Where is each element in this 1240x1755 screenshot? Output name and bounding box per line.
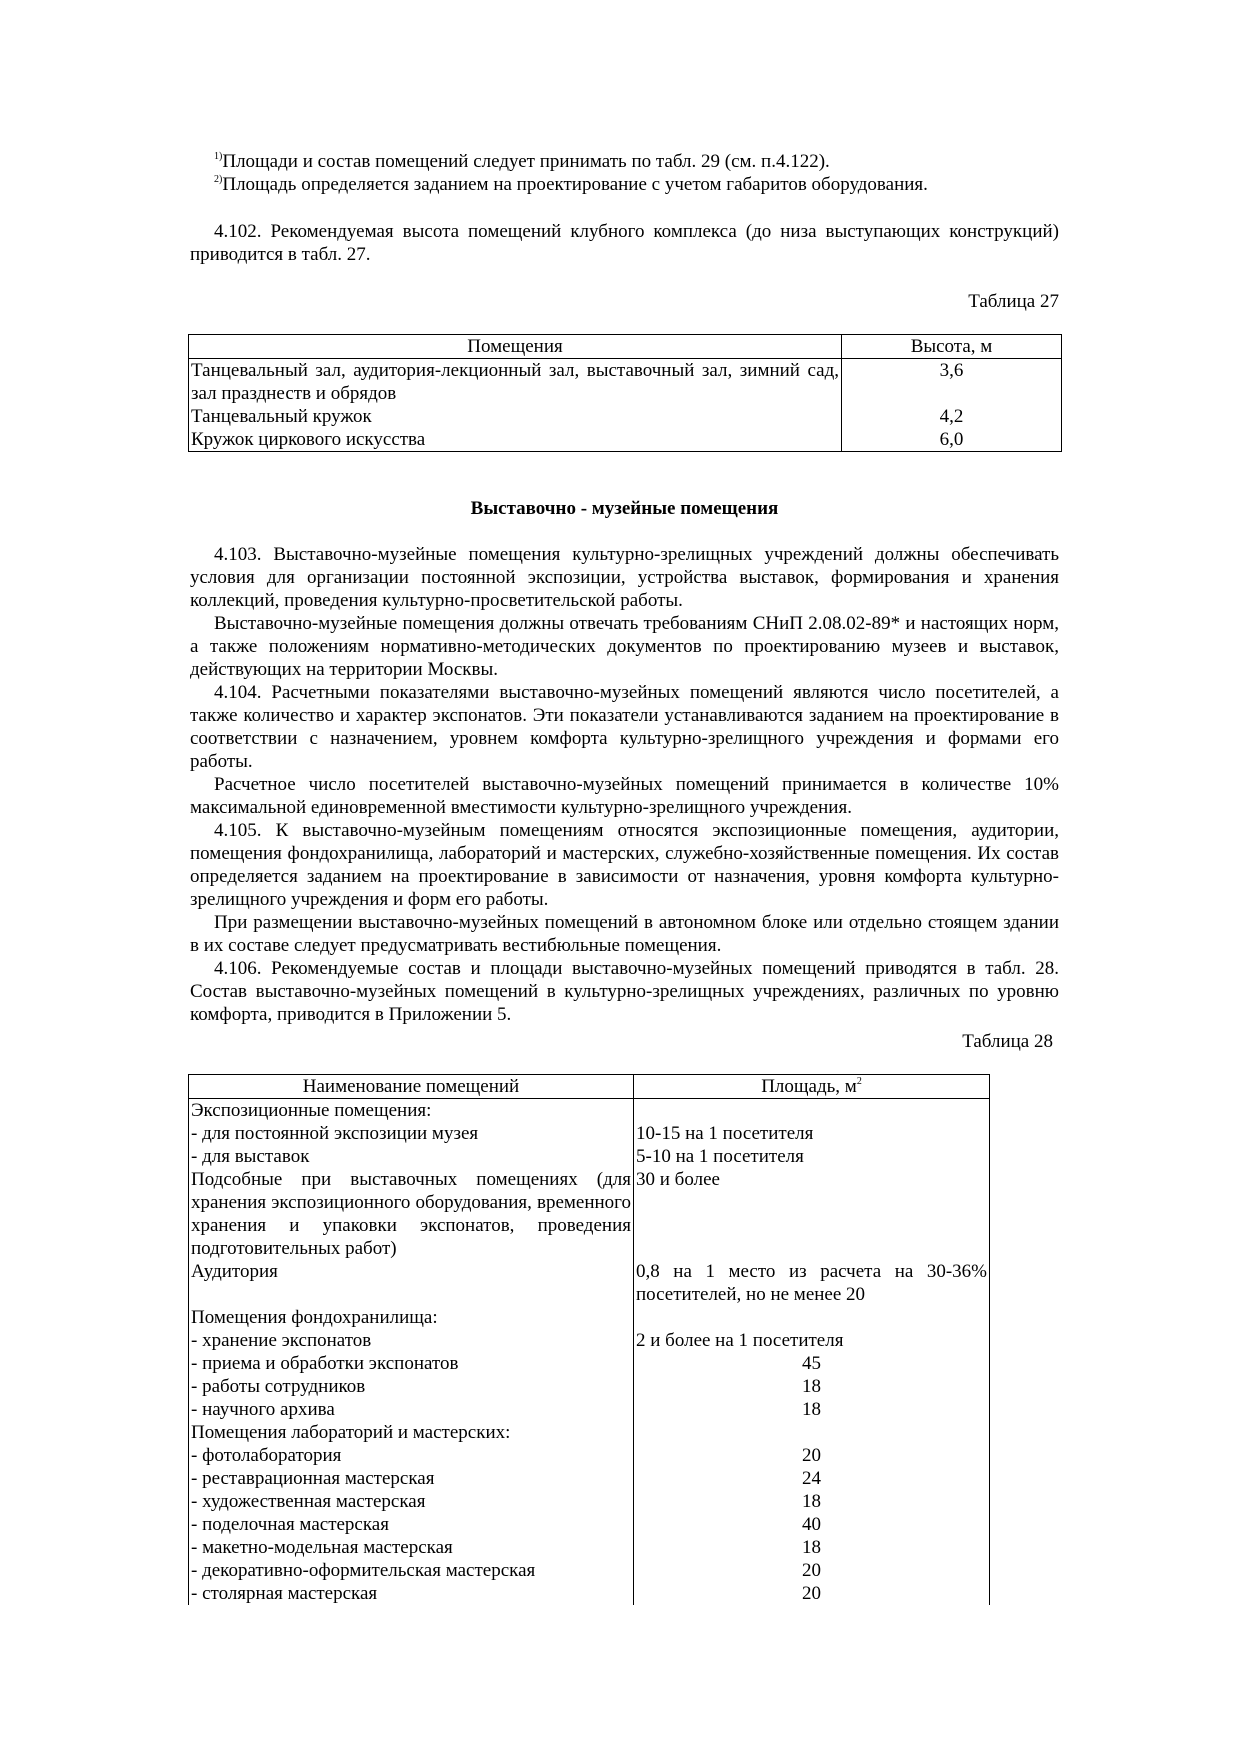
paragraph-snip-requirements: Выставочно-музейные помещения должны отвечать требованиям СНиП 2.08.02-89* и настоящих норм, а также положениям нормативно-методических документов по проектированию музеев и выставок, действующих на территории Москвы. (190, 613, 1059, 680)
paragraph-4-102 (190, 220, 1059, 266)
footnote-text: Площадь определяется заданием на проектирование с учетом габаритов оборудования. (222, 174, 928, 195)
header-area-label: Площадь, м (761, 1076, 857, 1097)
paragraph-autonomous-block: При размещении выставочно-музейных помещений в автономном блоке или отдельно стоящем здании в их составе следует предусматривать вестибюльные помещения. (190, 912, 1059, 956)
area-cell: 20 (634, 1559, 990, 1582)
header-cell-rooms: Помещения (189, 335, 842, 359)
table-row (189, 1490, 990, 1513)
table-row (189, 1444, 990, 1467)
table-row (189, 1145, 990, 1168)
table-row (189, 1375, 990, 1398)
paragraph-4-105: 4.105. К выставочно-музейным помещениям относятся экспозиционные помещения, аудитории, помещения фондохранилища, лабораторий и мастерских, служебно-хозяйственные помещения. Их состав определяется заданием на проектирование в зависимости от назначения, уровня комфорта культурно-зрелищного учреждения и форм его работы. (190, 820, 1059, 910)
table-row (189, 359, 1062, 406)
height-cell: 3,6 (842, 359, 1062, 406)
table-row (189, 428, 1062, 452)
room-name-cell: Помещения фондохранилища: (189, 1306, 634, 1329)
room-name-cell: - для выставок (189, 1145, 634, 1168)
area-cell: 18 (634, 1536, 990, 1559)
table-row (189, 1329, 990, 1352)
room-name-cell: - фотолаборатория (189, 1444, 634, 1467)
room-name-cell: - реставрационная мастерская (189, 1467, 634, 1490)
footnote-mark: 1) (214, 151, 223, 162)
room-name-cell: - научного архива (189, 1398, 634, 1421)
room-name-cell: - столярная мастерская (189, 1582, 634, 1605)
table-row (189, 1421, 990, 1444)
paragraph-4-103: 4.103. Выставочно-музейные помещения культурно-зрелищных учреждений должны обеспечивать условия для организации постоянной экспозиции, устройства выставок, формирования и хранения коллекций, проведения культурно-просветительской работы. (190, 544, 1059, 611)
room-name-cell: - приема и обработки экспонатов (189, 1352, 634, 1375)
room-name-cell: - хранение экспонатов (189, 1329, 634, 1352)
area-cell: 18 (634, 1490, 990, 1513)
paragraph-text: 4.102. Рекомендуемая высота помещений клубного комплекса (до низа выступающих конструкций) приводится в табл. 27. (190, 221, 1059, 265)
header-cell-height: Высота, м (842, 335, 1062, 359)
table-row (189, 1306, 990, 1329)
area-cell: 24 (634, 1467, 990, 1490)
area-cell: 20 (634, 1582, 990, 1605)
table-27 (188, 334, 1062, 452)
header-cell-area (634, 1075, 990, 1099)
room-name-cell: Кружок циркового искусства (189, 428, 842, 452)
table-row (189, 1099, 990, 1123)
table-row (189, 1467, 990, 1490)
footnote-mark: 2) (214, 174, 223, 185)
height-cell: 6,0 (842, 428, 1062, 452)
section-heading: Выставочно - музейные помещения (470, 498, 779, 519)
room-name-cell: - работы сотрудников (189, 1375, 634, 1398)
area-cell: 2 и более на 1 посетителя (634, 1329, 990, 1352)
area-cell: 10-15 на 1 посетителя (634, 1122, 990, 1145)
table-header-row (189, 1075, 990, 1099)
table-row (189, 1582, 990, 1605)
area-cell: 30 и более (634, 1168, 990, 1260)
table-row (189, 1260, 990, 1306)
header-area-superscript: 2 (856, 1076, 862, 1087)
area-cell (634, 1099, 990, 1123)
height-cell: 4,2 (842, 405, 1062, 428)
room-name-cell: - художественная мастерская (189, 1490, 634, 1513)
room-name-cell: Танцевальный зал, аудитория-лекционный зал, выставочный зал, зимний сад, зал празднеств и обрядов (189, 359, 842, 406)
room-name-cell: Танцевальный кружок (189, 405, 842, 428)
table-27-caption: Таблица 27 (968, 291, 1059, 312)
area-cell (634, 1421, 990, 1444)
table-row (189, 1398, 990, 1421)
room-name-cell: - декоративно-оформительская мастерская (189, 1559, 634, 1582)
room-name-cell: - для постоянной экспозиции музея (189, 1122, 634, 1145)
header-cell-room-name: Наименование помещений (189, 1075, 634, 1099)
table-28 (188, 1074, 990, 1605)
footnote-1 (190, 150, 1059, 173)
room-name-cell: Экспозиционные помещения: (189, 1099, 634, 1123)
area-cell: 18 (634, 1398, 990, 1421)
table-header-row (189, 335, 1062, 359)
paragraph-4-104: 4.104. Расчетными показателями выставочно-музейных помещений являются число посетителей, а также количество и характер экспонатов. Эти показатели устанавливаются заданием на проектирование в соответствии с назначением, уровнем комфорта культурно-зрелищного учреждения и формами его работы. (190, 682, 1059, 772)
area-cell (634, 1306, 990, 1329)
section-body (190, 543, 1059, 1026)
table-row (189, 1559, 990, 1582)
area-cell: 18 (634, 1375, 990, 1398)
footnote-2 (190, 173, 1059, 196)
room-name-cell: - макетно-модельная мастерская (189, 1536, 634, 1559)
table-row (189, 405, 1062, 428)
paragraph-4-106: 4.106. Рекомендуемые состав и площади выставочно-музейных помещений приводятся в табл. 28. Состав выставочно-музейных помещений в культурно-зрелищных учреждениях, различных по уровню комфорта, приводится в Приложении 5. (190, 958, 1059, 1025)
area-cell: 5-10 на 1 посетителя (634, 1145, 990, 1168)
table-28-caption: Таблица 28 (962, 1031, 1053, 1052)
area-cell: 0,8 на 1 место из расчета на 30-36% посетителей, но не менее 20 (634, 1260, 990, 1306)
room-name-cell: - поделочная мастерская (189, 1513, 634, 1536)
table-row (189, 1168, 990, 1260)
room-name-cell: Помещения лабораторий и мастерских: (189, 1421, 634, 1444)
table-row (189, 1122, 990, 1145)
area-cell: 45 (634, 1352, 990, 1375)
table-row (189, 1513, 990, 1536)
area-cell: 40 (634, 1513, 990, 1536)
room-name-cell: Аудитория (189, 1260, 634, 1306)
table-row (189, 1536, 990, 1559)
room-name-cell: Подсобные при выставочных помещениях (для хранения экспозиционного оборудования, временного хранения и упаковки экспонатов, проведения подготовительных работ) (189, 1168, 634, 1260)
footnote-text: Площади и состав помещений следует принимать по табл. 29 (см. п.4.122). (222, 151, 830, 172)
area-cell: 20 (634, 1444, 990, 1467)
paragraph-visitors: Расчетное число посетителей выставочно-музейных помещений принимается в количестве 10% максимальной единовременной вместимости культурно-зрелищного учреждения. (190, 774, 1059, 818)
table-row (189, 1352, 990, 1375)
